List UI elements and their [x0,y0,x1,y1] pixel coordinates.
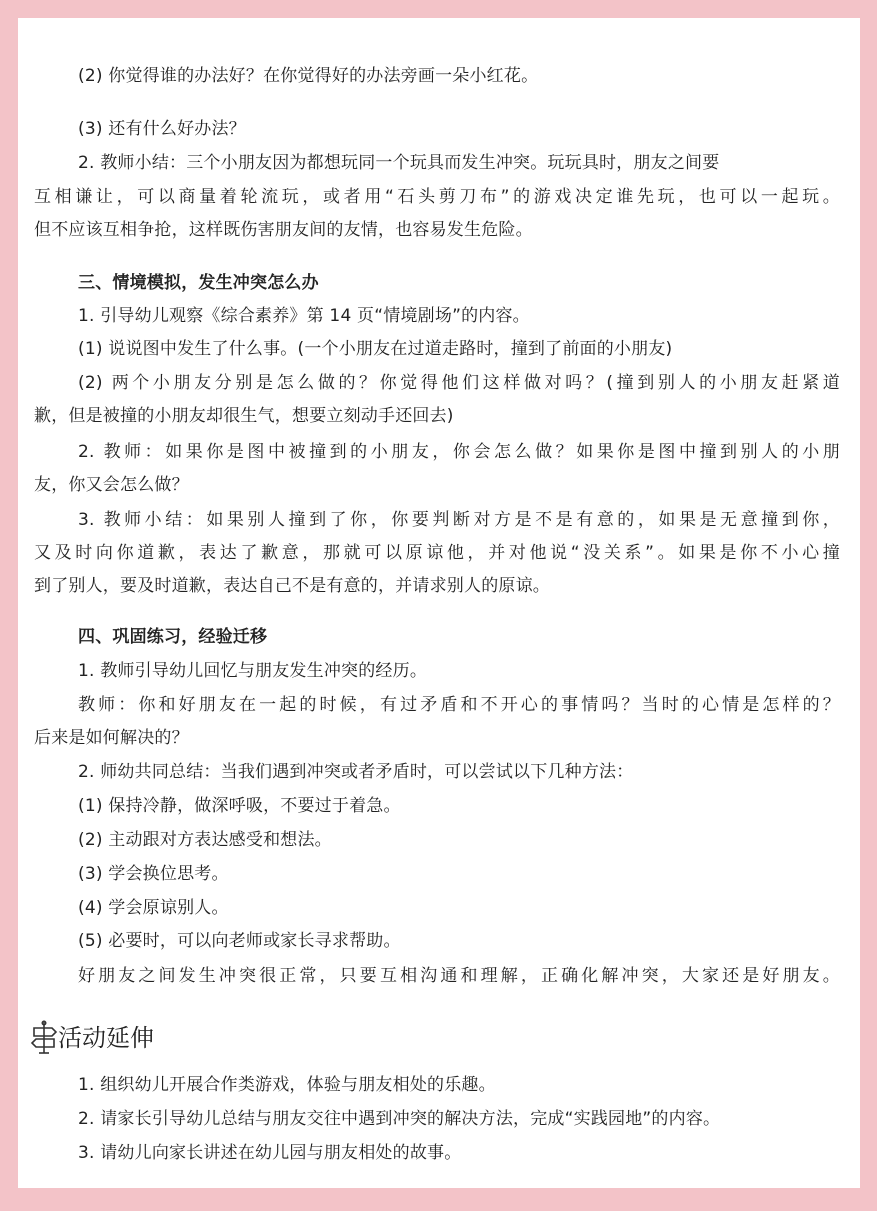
document-page [18,18,860,1188]
text-line: (1) 说说图中发生了什么事。(一个小朋友在过道走路时，撞到了前面的小朋友) [78,339,673,359]
text-line: 2. 师幼共同总结：当我们遇到冲突或者矛盾时，可以尝试以下几种方法： [78,762,634,782]
text-line: 友，你又会怎么做？ [34,475,189,495]
section-heading: 三、情境模拟，发生冲突怎么办 [78,273,319,293]
text-line: (2) 你觉得谁的办法好？在你觉得好的办法旁画一朵小红花。 [78,66,539,86]
signpost-icon [30,1020,58,1054]
text-line: 又及时向你道歉，表达了歉意，那就可以原谅他，并对他说“没关系”。如果是你不小心撞 [34,543,840,563]
text-line: 1. 教师引导幼儿回忆与朋友发生冲突的经历。 [78,661,428,681]
list-item: (2) 主动跟对方表达感受和想法。 [78,830,332,850]
text-line: 互相谦让，可以商量着轮流玩，或者用“石头剪刀布”的游戏决定谁先玩，也可以一起玩。 [34,187,840,207]
text-line: 3. 教师小结：如果别人撞到了你，你要判断对方是不是有意的，如果是无意撞到你， [78,510,840,530]
text-line: 好朋友之间发生冲突很正常，只要互相沟通和理解，正确化解冲突，大家还是好朋友。 [78,966,840,986]
text-line: (3) 还有什么好办法？ [78,119,246,139]
list-item: (5) 必要时，可以向老师或家长寻求帮助。 [78,931,401,951]
section-heading: 四、巩固练习，经验迁移 [78,627,268,647]
text-line: 2. 教师小结：三个小朋友因为都想玩同一个玩具而发生冲突。玩玩具时，朋友之间要 [78,153,720,173]
text-line: 教师：你和好朋友在一起的时候，有过矛盾和不开心的事情吗？当时的心情是怎样的？ [78,695,840,715]
text-line: 到了别人，要及时道歉，表达自己不是有意的，并请求别人的原谅。 [34,576,550,596]
text-line: 歉，但是被撞的小朋友却很生气，想要立刻动手还回去) [34,406,454,426]
text-line: 2. 教师：如果你是图中被撞到的小朋友，你会怎么做？如果你是图中撞到别人的小朋 [78,442,840,462]
list-item: 3. 请幼儿向家长讲述在幼儿园与朋友相处的故事。 [78,1143,462,1163]
extension-title: 活动延伸 [58,1024,154,1052]
text-line: 1. 引导幼儿观察《综合素养》第 14 页“情境剧场”的内容。 [78,306,530,326]
list-item: 2. 请家长引导幼儿总结与朋友交往中遇到冲突的解决方法，完成“实践园地”的内容。 [78,1109,721,1129]
list-item: (1) 保持冷静，做深呼吸，不要过于着急。 [78,796,401,816]
text-line: 后来是如何解决的？ [34,728,189,748]
text-line: (2) 两个小朋友分别是怎么做的？你觉得他们这样做对吗？(撞到别人的小朋友赶紧道 [78,373,840,393]
list-item: (4) 学会原谅别人。 [78,898,229,918]
text-line: 但不应该互相争抢，这样既伤害朋友间的友情，也容易发生危险。 [34,220,533,240]
list-item: (3) 学会换位思考。 [78,864,229,884]
list-item: 1. 组织幼儿开展合作类游戏，体验与朋友相处的乐趣。 [78,1075,496,1095]
